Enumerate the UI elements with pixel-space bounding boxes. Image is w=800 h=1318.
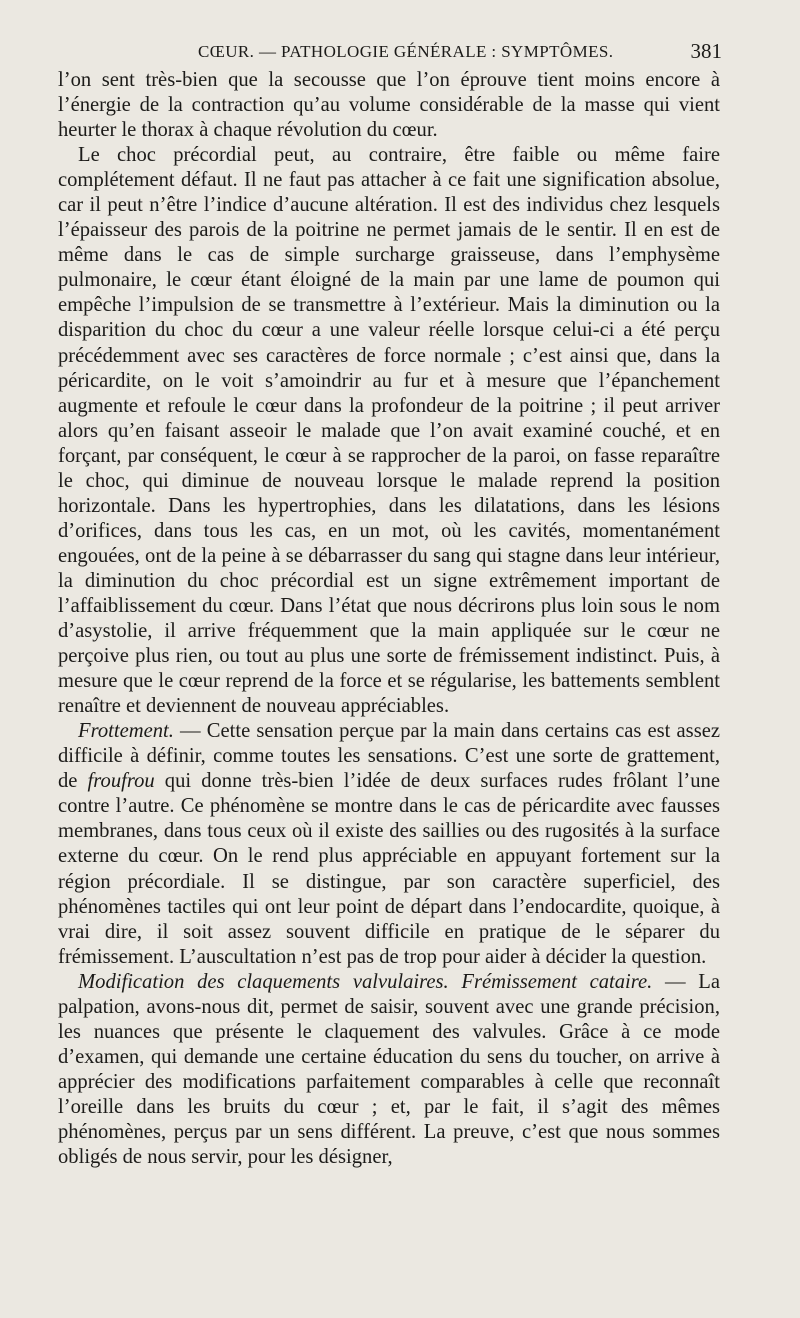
section-rubric: Modification des claquements valvulaires. Frémissement cataire. [78,970,653,993]
italic-term: froufrou [87,770,155,793]
page-number: 381 [690,39,722,63]
paragraph-text: — Cette sensation perçue par la main dans certains cas est assez difficile à définir, comme toutes les sensations. C’est une sorte de grattement, de [58,720,720,793]
paragraph-text: Le choc précordial peut, au contraire, être faible ou même faire complétement défaut. Il ne faut pas attacher à ce fait une signification absolue, car il peut n’être l’indice d’aucune altération. Il est des individus chez lesquels l’épaisseur des parois de la poitrine ne permet jamais de le sentir. Il en est de même dans le cas de simple surcharge graisseuse, dans l’emphysème pulmonaire, le cœur étant éloigné de la main par une lame de poumon qui empêche l’impulsion de se transmettre à l’extérieur. Mais la diminution ou la disparition du choc du cœur a une valeur réelle lorsque celui-ci a été perçu précédemment avec ses caractères de force normale ; c’est ainsi que, dans la péricardite, on le voit s’amoindrir au fur et à mesure que l’épanchement augmente et refoule le cœur dans la profondeur de la poitrine ; il peut arriver alors qu’en faisant asseoir le malade que l’on avait examiné couché, et en forçant, par conséquent, le cœur à se rapprocher de la paroi, on fasse reparaître le choc, qui diminue de nouveau lorsque le malade reprend la position horizontale. Dans les hypertrophies, dans les dilatations, dans les lésions d’orifices, dans tous les cas, en un mot, où les cavités, momentanément engouées, ont de la peine à se débarrasser du sang qui stagne dans leur intérieur, la diminution du choc précordial est un signe extrêmement important de l’affaiblissement du cœur. Dans l’état que nous décrirons plus loin sous le nom d’asystolie, il arrive fréquemment que la main appliquée sur le cœur ne perçoive plus rien, ou tout au plus une sorte de frémissement indistinct. Puis, à mesure que le cœur reprend de la force et se régularise, les battements semblent renaître et deviennent de nouveau appréciables. [58,144,720,718]
paragraph-text: l’on sent très-bien que la secousse que l’on éprouve tient moins encore à l’énergie de la contraction qu’au volume considérable de la masse qui vient heurter le thorax à chaque révolution du cœur. [58,69,720,142]
paragraph-text: qui donne très-bien l’idée de deux surfaces rudes frôlant l’une contre l’autre. Ce phénomène se montre dans le cas de péricardite avec fausses membranes, dans tous ceux où il existe des saillies ou des rugosités à la surface externe du cœur. On le rend plus appréciable en appuyant fortement sur la région précordiale. Il se distingue, par son caractère superficiel, des phénomènes tactiles qui ont leur point de départ dans l’endocardite, quoique, à vrai dire, il soit assez souvent difficile en pratique de le séparer du frémissement. L’auscultation n’est pas de trop pour aider à décider la question. [58,770,720,968]
paragraph-text: — La palpation, avons-nous dit, permet de saisir, souvent avec une grande précision, les nuances que présente le claquement des valvules. Grâce à ce mode d’examen, qui demande une certaine éducation du sens du toucher, on arrive à apprécier des modifications parfaitement comparables à celle que reconnaît l’oreille dans les bruits du cœur ; et, par le fait, il s’agit des mêmes phénomènes, perçus par un sens différent. La preuve, c’est que nous sommes obligés de nous servir, pour les désigner, [58,970,720,1169]
running-title: CŒUR. — PATHOLOGIE GÉNÉRALE : SYMPTÔMES. [198,42,614,61]
paragraph-claquements [58,970,720,1170]
paragraph-frottement [58,719,720,969]
body-text [58,68,720,1170]
paragraph-choc-precordial [58,143,720,719]
section-rubric: Frottement. [78,720,174,743]
paragraph-continued [58,68,720,143]
page-header [58,30,720,70]
